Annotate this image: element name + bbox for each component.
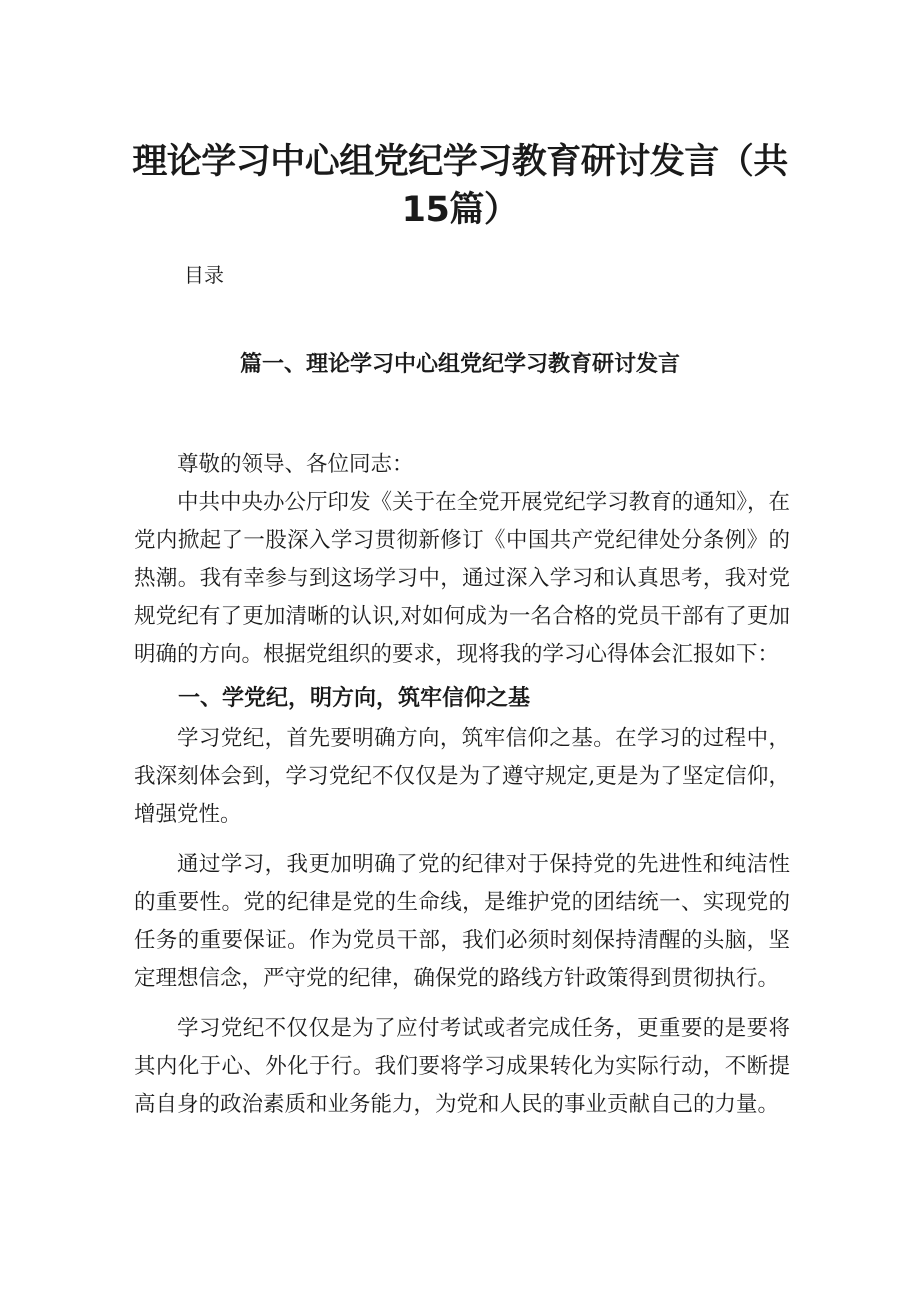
paragraph-intro: 中共中央办公厅印发《关于在全党开展党纪学习教育的通知》，在党内掀起了一股深入学习贯彻新修订《中国共产党纪律处分条例》的热潮。我有幸参与到这场学习中，通过深入学习和认真思考，我对党规党纪有了更加清晰的认识,对如何成为一名合格的党员干部有了更加明确的方向。根据党组织的要求，现将我的学习心得体会汇报如下： [134,490,790,667]
toc-label: 目录 [184,263,224,287]
document-body [134,446,790,1124]
salutation: 尊敬的领导、各位同志： [177,452,414,477]
section-heading: 一、学党纪，明方向，筑牢信仰之基 [178,686,531,711]
paragraph: 通过学习，我更加明确了党的纪律对于保持党的先进性和纯洁性的重要性。党的纪律是党的生命线，是维护党的团结统一、实现党的任务的重要保证。作为党员干部，我们必须时刻保持清醒的头脑，坚定理想信念，严守党的纪律，确保党的路线方针政策得到贯彻执行。 [134,852,790,991]
document-title: 理论学习中心组党纪学习教育研讨发言（共15篇） [132,142,788,230]
chapter-title: 篇一、理论学习中心组党纪学习教育研讨发言 [239,352,680,377]
paragraph: 学习党纪不仅仅是为了应付考试或者完成任务，更重要的是要将其内化于心、外化于行。我们要将学习成果转化为实际行动，不断提高自身的政治素质和业务能力，为党和人民的事业贡献自己的力量。 [134,1016,790,1117]
paragraph: 学习党纪，首先要明确方向，筑牢信仰之基。在学习的过程中，我深刻体会到，学习党纪不仅仅是为了遵守规定,更是为了坚定信仰，增强党性。 [134,726,790,827]
